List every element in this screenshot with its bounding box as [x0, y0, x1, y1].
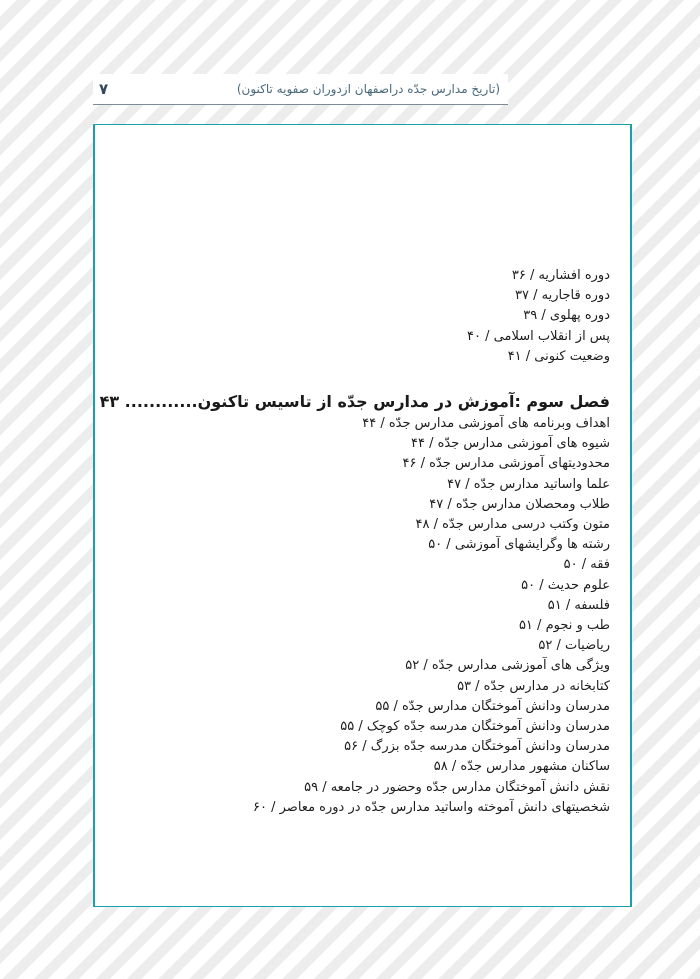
toc-entry: علوم حدیث / ۵۰ [521, 577, 610, 593]
toc-entry: وضعیت کنونی / ۴۱ [507, 348, 610, 364]
toc-entry: علما واساتید مدارس جدّه / ۴۷ [447, 476, 610, 492]
toc-entry: رشته ها وگرایشهای آموزشی / ۵۰ [428, 537, 610, 553]
toc-entry: دوره پهلوی / ۳۹ [523, 308, 610, 324]
toc-chapter-three [99, 391, 610, 413]
toc-entry: مدرسان ودانش آموختگان مدرسه جدّه کوچک / ۵۵ [340, 719, 610, 735]
toc-entry: ویژگی های آموزشی مدارس جدّه / ۵۲ [405, 658, 610, 674]
toc-entry: فقه / ۵۰ [563, 557, 610, 573]
toc-entry: شخصیتهای دانش آموخته واساتید مدارس جدّه در دوره معاصر / ۶۰ [253, 799, 610, 815]
frame-top-rule [93, 124, 632, 125]
toc-section-chapter-three [190, 414, 610, 818]
toc-entry: طلاب ومحصلان مدارس جدّه / ۴۷ [429, 496, 610, 512]
toc-entry: مدرسان ودانش آموختگان مدارس جدّه / ۵۵ [375, 698, 610, 714]
toc-entry: شیوه های آموزشی مدارس جدّه / ۴۴ [411, 436, 610, 452]
toc-entry: دوره افشاریه / ۳۶ [511, 268, 610, 283]
page-number: ۷ [99, 80, 109, 98]
toc-entry: اهداف وبرنامه های آموزشی مدارس جدّه / ۴۴ [362, 416, 610, 431]
frame-bottom-rule [93, 906, 632, 907]
toc-section-chapter-two-tail [190, 266, 610, 367]
toc-entry: دوره قاجاریه / ۳۷ [515, 288, 610, 304]
toc-entry: مدرسان ودانش آموختگان مدرسه جدّه بزرگ / ۵۶ [344, 739, 610, 755]
toc-entry: متون وکتب درسی مدارس جدّه / ۴۸ [415, 517, 610, 533]
toc-entry: کتابخانه در مدارس جدّه / ۵۳ [457, 678, 610, 694]
running-title: (تاریخ مدارس جدّه دراصفهان ازدوران صفویه تاکنون) [236, 82, 500, 96]
toc-entry: پس از انقلاب اسلامی / ۴۰ [467, 328, 610, 344]
toc-entry: طب و نجوم / ۵۱ [518, 618, 610, 634]
toc-entry: فلسفه / ۵۱ [547, 597, 610, 613]
page-header [93, 74, 508, 105]
chapter-heading: فصل سوم :آموزش در مدارس جدّه از تاسیس تاکنون............ ۴۳ [99, 392, 610, 411]
toc-entry: نقش دانش آموختگان مدارس جدّه وحضور در جامعه / ۵۹ [304, 779, 610, 795]
toc-entry: ساکنان مشهور مدارس جدّه / ۵۸ [433, 759, 610, 775]
toc-entry: ریاضیات / ۵۲ [538, 638, 610, 654]
toc-entry: محدودیتهای آموزشی مدارس جدّه / ۴۶ [402, 456, 610, 472]
